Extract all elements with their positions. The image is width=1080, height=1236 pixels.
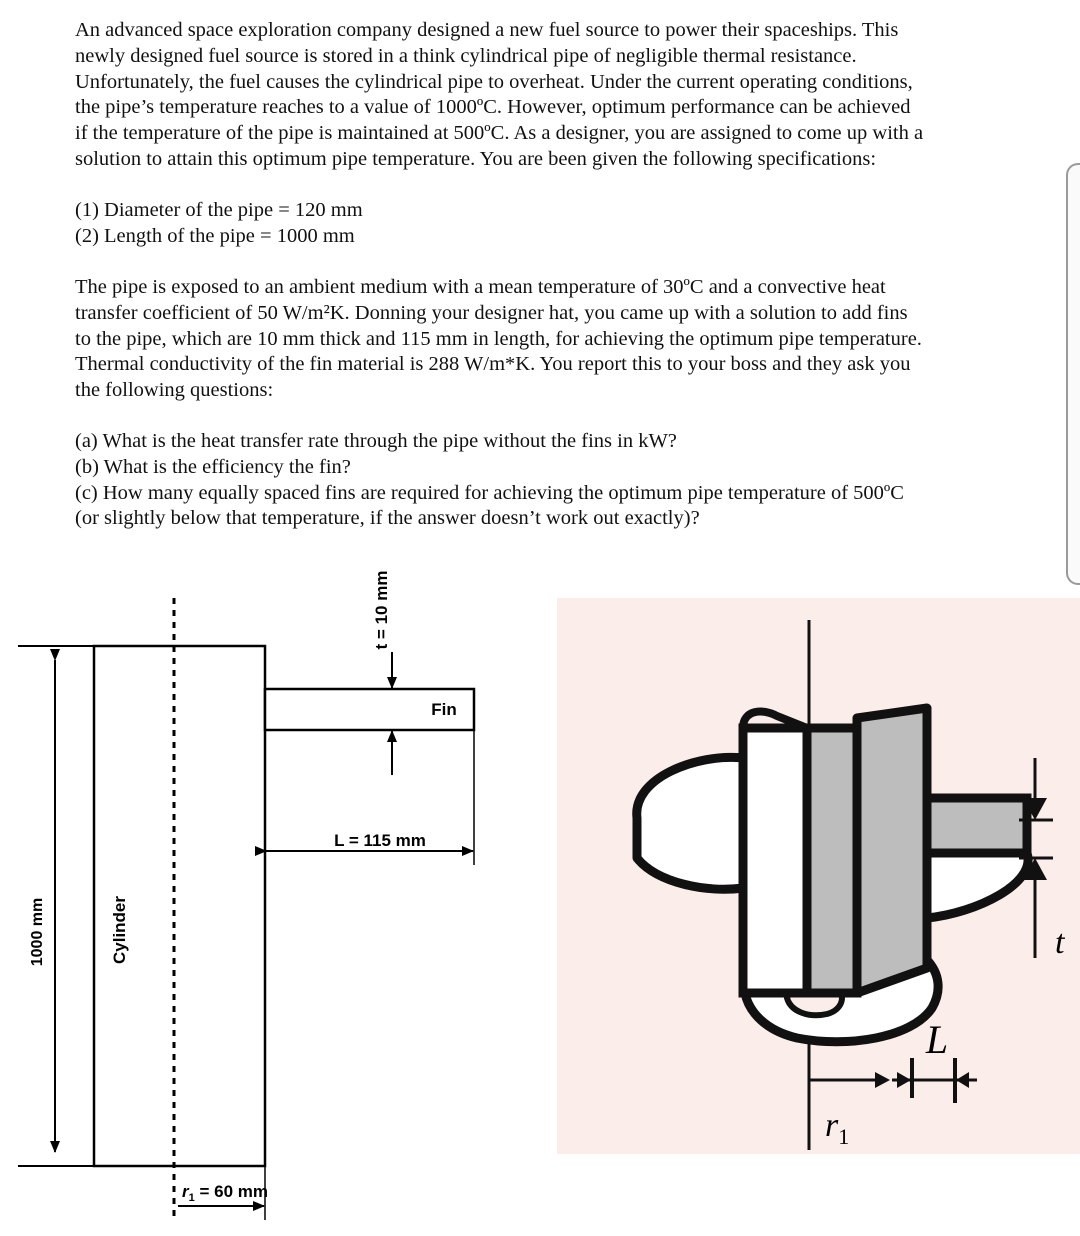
text-line: to the pipe, which are 10 mm thick and 115 mm in length, for achieving the optimum pipe temperature. [75, 327, 922, 350]
annular-fin-sketch [557, 598, 1080, 1154]
middle-fin-left [637, 757, 743, 889]
question-a: (a) What is the heat transfer rate through the pipe without the fins in kW? [75, 430, 677, 452]
length-label: L = 115 mm [334, 831, 426, 850]
problem-intro [75, 18, 1025, 173]
scroll-panel-edge[interactable] [1066, 163, 1080, 585]
text-line: Unfortunately, the fuel causes the cylindrical pipe to overheat. Under the current operating conditions, [75, 70, 913, 93]
L-label: L [925, 1017, 949, 1062]
questions-list [75, 429, 1025, 532]
question-c: (c) How many equally spaced fins are required for achieving the optimum pipe temperature of 500ºC [75, 481, 904, 504]
problem-conditions [75, 275, 1025, 404]
text-line: An advanced space exploration company designed a new fuel source to power their spaceships. This [75, 19, 899, 41]
r1-symbol: r [825, 1107, 839, 1144]
radius-label [182, 1182, 268, 1204]
middle-fin-right [927, 798, 1027, 853]
question-b: (b) What is the efficiency the fin? [75, 455, 351, 478]
cylinder-cut-face [807, 728, 857, 993]
spec-length: (2) Length of the pipe = 1000 mm [75, 224, 355, 247]
radius-subscript: 1 [188, 1192, 195, 1204]
r1-subscript: 1 [838, 1124, 850, 1149]
cylinder-label: Cylinder [110, 895, 129, 965]
height-label: 1000 mm [29, 897, 46, 967]
text-line: the following questions: [75, 379, 274, 402]
text-line: transfer coefficient of 50 W/m²K. Donning your designer hat, you came up with a solution to add fins [75, 301, 908, 324]
t-label: t [1055, 924, 1065, 961]
text-line: solution to attain this optimum pipe temperature. You are been given the following specifications: [75, 147, 877, 170]
text-line: newly designed fuel source is stored in a think cylindrical pipe of negligible thermal resistance. [75, 44, 857, 67]
spec-diameter: (1) Diameter of the pipe = 120 mm [75, 199, 363, 221]
specifications-list [75, 198, 1025, 250]
radius-symbol: r [182, 1182, 189, 1201]
radius-value: = 60 mm [194, 1182, 268, 1201]
text-line: The pipe is exposed to an ambient medium with a mean temperature of 30ºC and a convective heat [75, 276, 886, 298]
cylinder-left-wall [743, 728, 807, 993]
thickness-label: t = 10 mm [372, 570, 391, 650]
text-line: if the temperature of the pipe is maintained at 500ºC. As a designer, you are assigned to come up with a [75, 122, 924, 145]
fin-label: Fin [431, 700, 457, 719]
text-line: the pipe’s temperature reaches to a value of 1000ºC. However, optimum performance can be achieved [75, 96, 911, 119]
cylinder-right-face [857, 708, 927, 993]
text-line: Thermal conductivity of the fin material is 288 W/m*K. You report this to your boss and they ask you [75, 353, 911, 376]
cylinder-fin-schematic [0, 560, 560, 1236]
question-c-continued: (or slightly below that temperature, if the answer doesn’t work out exactly)? [75, 507, 700, 530]
